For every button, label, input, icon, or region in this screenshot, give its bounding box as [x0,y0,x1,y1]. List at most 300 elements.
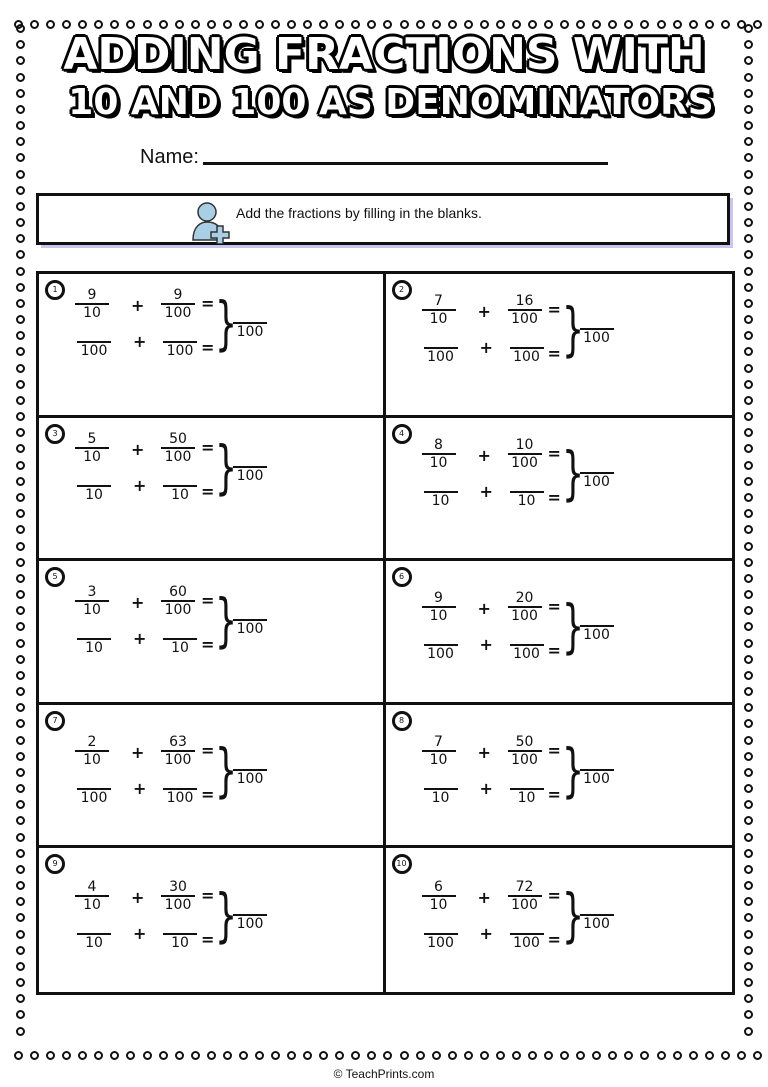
blank-numerator-d[interactable] [510,918,544,932]
border-dot [705,1051,714,1060]
problem-number-badge: 2 [392,280,412,300]
border-dot [721,20,730,29]
border-dot [207,20,216,29]
border-dot [16,299,25,308]
border-dot [62,1051,71,1060]
border-dot [271,20,280,29]
border-dot [464,20,473,29]
plus-sign: + [133,475,147,495]
border-dot [143,1051,152,1060]
denominator-a: 10 [83,751,101,768]
border-dot [16,558,25,567]
border-dot [744,153,753,162]
numerator-b: 50 [515,733,534,750]
border-dot [16,396,25,405]
name-field-row [140,146,608,169]
border-dot [744,881,753,890]
border-dot [592,20,601,29]
border-dot [319,1051,328,1060]
plus-sign: + [133,778,147,798]
denominator-c: 10 [85,486,103,503]
problem-number-badge: 8 [392,711,412,731]
blank-numerator-c[interactable] [424,773,458,787]
plus-sign: + [477,599,491,619]
border-dot [744,978,753,987]
border-dot [255,20,264,29]
plus-sign: + [479,481,493,501]
border-dot [16,1027,25,1036]
blank-fraction-c [77,623,111,655]
plus-sign: + [133,924,147,944]
blank-numerator-d[interactable] [510,629,544,643]
denominator-d: 10 [171,935,189,952]
border-dot [16,1010,25,1019]
curly-brace: } [561,295,584,363]
blank-fraction-d [163,773,197,805]
blank-numerator-c[interactable] [77,326,111,340]
equals-sign: = [547,300,561,319]
border-dot [303,1051,312,1060]
border-dot [239,20,248,29]
border-dot [744,461,753,470]
blank-numerator-d[interactable] [163,326,197,340]
problem-number-badge: 1 [45,280,65,300]
blank-numerator-c[interactable] [77,470,111,484]
numerator-a: 7 [434,733,443,750]
border-dot [335,1051,344,1060]
border-dot [744,299,753,308]
blank-numerator-c[interactable] [77,773,111,787]
curly-brace: } [215,586,238,655]
border-dot [657,20,666,29]
problem-equation [75,288,355,368]
blank-numerator-d[interactable] [163,773,197,787]
numerator-a: 4 [87,879,97,896]
border-dot [640,1051,649,1060]
numerator-b: 16 [515,293,534,309]
blank-fraction-c [77,326,111,358]
denominator-d: 10 [171,640,189,657]
border-dot [16,639,25,648]
denominator-d: 100 [513,349,540,365]
result-denominator: 100 [236,916,264,933]
fraction-b [508,880,542,912]
border-dot [512,1051,521,1060]
denominator-d: 10 [517,492,536,509]
result-denominator: 100 [236,621,264,638]
border-dot [744,946,753,955]
result-fraction [233,914,267,931]
border-dot [16,267,25,276]
border-dot [16,542,25,551]
plus-sign: + [477,302,491,321]
blank-numerator-d[interactable] [510,332,544,346]
border-dot [744,202,753,211]
problem-equation [422,880,702,960]
problem-equation [422,294,702,374]
border-dot [432,20,441,29]
fraction-a [75,432,109,464]
border-dot [94,20,103,29]
blank-fraction-c [424,332,458,364]
border-dot [744,1010,753,1019]
copyright-footer: © TeachPrints.com [333,1067,435,1081]
border-dot [16,153,25,162]
border-dot [16,461,25,470]
border-dot [30,1051,39,1060]
blank-fraction-d [163,918,197,950]
fraction-a [75,735,109,767]
numerator-b: 20 [515,590,534,607]
border-dot [16,655,25,664]
border-dot [608,1051,617,1060]
border-dot [744,267,753,276]
border-dot [721,1051,730,1060]
border-dot [744,331,753,340]
border-dot [16,800,25,809]
border-dot [287,1051,296,1060]
border-dot [78,20,87,29]
fraction-a [422,735,456,767]
border-dot [16,493,25,502]
denominator-b: 100 [511,608,538,625]
border-dot [744,170,753,179]
fraction-b [508,438,542,470]
problem-number-badge: 9 [45,854,65,874]
border-dot [657,1051,666,1060]
border-dot [223,1051,232,1060]
border-dot [744,930,753,939]
denominator-d: 10 [517,789,536,806]
border-dot [16,622,25,631]
border-dot [16,784,25,793]
border-dot [16,994,25,1003]
border-dot [126,1051,135,1060]
fraction-a [422,294,456,326]
border-dot [753,1051,762,1060]
problem-equation [422,591,702,671]
denominator-a: 10 [429,897,448,914]
border-dot [744,493,753,502]
denominator-c: 100 [80,789,108,806]
denominator-d: 100 [166,343,194,359]
numerator-a: 2 [87,733,97,750]
border-dot [16,574,25,583]
border-dot [239,1051,248,1060]
border-dot [400,20,409,29]
border-dot [287,20,296,29]
border-dot [46,20,55,29]
border-dot [191,20,200,29]
border-dot [16,315,25,324]
border-dot [16,525,25,534]
problem-equation [422,438,702,518]
equals-sign: = [201,437,215,457]
problem-cell-4 [386,418,733,562]
border-dot [16,752,25,761]
blank-fraction-c [77,918,111,950]
equals-sign: = [201,294,215,313]
name-label: Name: [140,146,199,168]
border-dot [16,816,25,825]
blank-numerator-d[interactable] [510,773,544,787]
fraction-b [161,880,195,912]
problem-equation [75,432,355,512]
border-dot [16,283,25,292]
plus-sign: + [477,445,491,465]
result-fraction [580,328,614,345]
result-denominator: 100 [236,467,264,484]
problem-cell-8 [386,705,733,849]
border-dot [14,1051,23,1060]
name-input-line[interactable] [203,162,608,165]
border-dot [110,20,119,29]
border-dot [496,20,505,29]
denominator-c: 10 [85,640,103,657]
border-dot [744,736,753,745]
border-dot [744,1027,753,1036]
border-dot [46,1051,55,1060]
fraction-a [75,880,109,912]
border-dot [16,234,25,243]
result-denominator: 100 [583,473,610,490]
border-dot [512,20,521,29]
blank-numerator-c[interactable] [424,629,458,643]
numerator-a: 8 [434,436,443,453]
border-dot [705,20,714,29]
border-dot [744,412,753,421]
equals-sign: = [547,784,561,804]
result-denominator: 100 [583,770,610,787]
border-dot [16,687,25,696]
blank-numerator-c[interactable] [424,918,458,932]
border-dot [448,20,457,29]
border-dot [367,1051,376,1060]
border-dot [110,1051,119,1060]
result-fraction [233,322,267,339]
border-dot [351,1051,360,1060]
border-dot [744,364,753,373]
plus-sign: + [131,296,145,315]
plus-sign: + [133,629,147,649]
border-dot [16,736,25,745]
fraction-b [161,585,195,617]
border-dot [30,20,39,29]
numerator-b: 30 [169,879,187,896]
plus-sign: + [477,888,491,908]
equals-sign: = [201,635,215,655]
border-dot [689,1051,698,1060]
result-fraction [233,466,267,483]
page-title-line-1: ADDING FRACTIONS WITH [63,29,705,80]
problem-equation [75,880,355,960]
plus-sign: + [131,593,145,613]
blank-fraction-c [424,629,458,661]
blank-numerator-d[interactable] [510,476,544,490]
blank-numerator-c[interactable] [424,476,458,490]
blank-numerator-c[interactable] [77,623,111,637]
border-dot [16,186,25,195]
border-dot [744,315,753,324]
equals-sign: = [547,641,561,661]
blank-fraction-d [510,476,544,508]
border-dot [16,202,25,211]
problem-number-badge: 10 [392,854,412,874]
blank-fraction-c [424,773,458,805]
border-dot [744,509,753,518]
result-denominator: 100 [236,324,264,340]
border-dot [78,1051,87,1060]
border-dots-bottom [14,1049,762,1061]
result-fraction [580,769,614,786]
plus-sign: + [479,924,493,944]
border-dot [191,1051,200,1060]
border-dot [16,606,25,615]
fraction-a [75,585,109,617]
border-dot [744,428,753,437]
border-dot [576,1051,585,1060]
border-dot [16,590,25,599]
border-dot [16,170,25,179]
border-dot [383,20,392,29]
border-dot [16,719,25,728]
border-dot [744,784,753,793]
border-dot [159,1051,168,1060]
blank-numerator-d[interactable] [163,623,197,637]
denominator-d: 100 [513,935,540,952]
blank-numerator-c[interactable] [77,918,111,932]
border-dot [744,396,753,405]
fraction-b [508,591,542,623]
numerator-b: 63 [169,733,187,750]
denominator-b: 100 [164,897,192,914]
problem-number-badge: 7 [45,711,65,731]
border-dot [367,20,376,29]
result-denominator: 100 [583,916,610,933]
border-dot [560,20,569,29]
border-dot [383,1051,392,1060]
plus-sign: + [131,742,145,762]
plus-sign: + [131,888,145,908]
border-dot [16,978,25,987]
denominator-a: 10 [83,897,101,914]
result-fraction [580,472,614,489]
equals-sign: = [201,740,215,760]
numerator-b: 10 [515,436,534,453]
equals-sign: = [547,344,561,363]
result-fraction [580,914,614,931]
border-dot [16,137,25,146]
border-dot [624,20,633,29]
border-dot [753,20,762,29]
border-dot [544,1051,553,1060]
border-dot [496,1051,505,1060]
denominator-b: 100 [511,311,538,327]
border-dot [16,913,25,922]
border-dot [480,20,489,29]
border-dot [744,687,753,696]
border-dot [464,1051,473,1060]
fraction-b [508,735,542,767]
border-dot [175,1051,184,1060]
numerator-a: 9 [87,287,97,303]
fraction-a [422,591,456,623]
border-dot [744,703,753,712]
border-dot [448,1051,457,1060]
border-dot [608,20,617,29]
problem-cell-7 [39,705,386,849]
blank-fraction-d [510,332,544,364]
border-dot [744,833,753,842]
denominator-c: 10 [431,789,450,806]
denominator-a: 10 [429,311,448,327]
border-dot [416,20,425,29]
curly-brace: } [561,592,584,661]
denominator-c: 100 [427,646,454,663]
denominator-a: 10 [429,454,448,471]
blank-fraction-c [77,470,111,502]
border-dot [432,1051,441,1060]
equals-sign: = [547,487,561,507]
blank-numerator-c[interactable] [424,332,458,346]
denominator-b: 100 [511,751,538,768]
border-dot [560,1051,569,1060]
border-dot [744,186,753,195]
border-dot [744,234,753,243]
blank-fraction-d [163,623,197,655]
border-dot [744,655,753,664]
denominator-b: 100 [511,897,538,914]
border-dot [335,20,344,29]
border-dot [744,622,753,631]
numerator-a: 3 [87,584,97,601]
border-dot [544,20,553,29]
equals-sign: = [201,784,215,804]
numerator-a: 5 [87,430,97,447]
border-dot [16,768,25,777]
problem-number-badge: 5 [45,567,65,587]
blank-numerator-d[interactable] [163,470,197,484]
curly-brace: } [215,881,238,950]
blank-fraction-d [510,629,544,661]
problem-equation [422,735,702,815]
border-dot [744,606,753,615]
curly-brace: } [215,735,238,804]
border-dot [744,525,753,534]
border-dot [744,865,753,874]
problem-cell-9 [39,848,386,992]
border-dot [592,1051,601,1060]
instructions-text: Add the fractions by filling in the blanks. [236,205,482,221]
problem-equation [75,585,355,665]
denominator-d: 100 [166,789,194,806]
border-dot [744,380,753,389]
plus-sign: + [479,338,493,357]
border-dot [744,574,753,583]
plus-sign: + [131,439,145,459]
border-dot [16,671,25,680]
blank-fraction-c [424,476,458,508]
result-fraction [580,625,614,642]
blank-numerator-d[interactable] [163,918,197,932]
plus-sign: + [477,742,491,762]
denominator-b: 100 [164,602,192,619]
border-dot [303,20,312,29]
problem-cell-3 [39,418,386,562]
problem-cell-6 [386,561,733,705]
numerator-a: 7 [434,293,443,309]
problem-number-badge: 4 [392,424,412,444]
